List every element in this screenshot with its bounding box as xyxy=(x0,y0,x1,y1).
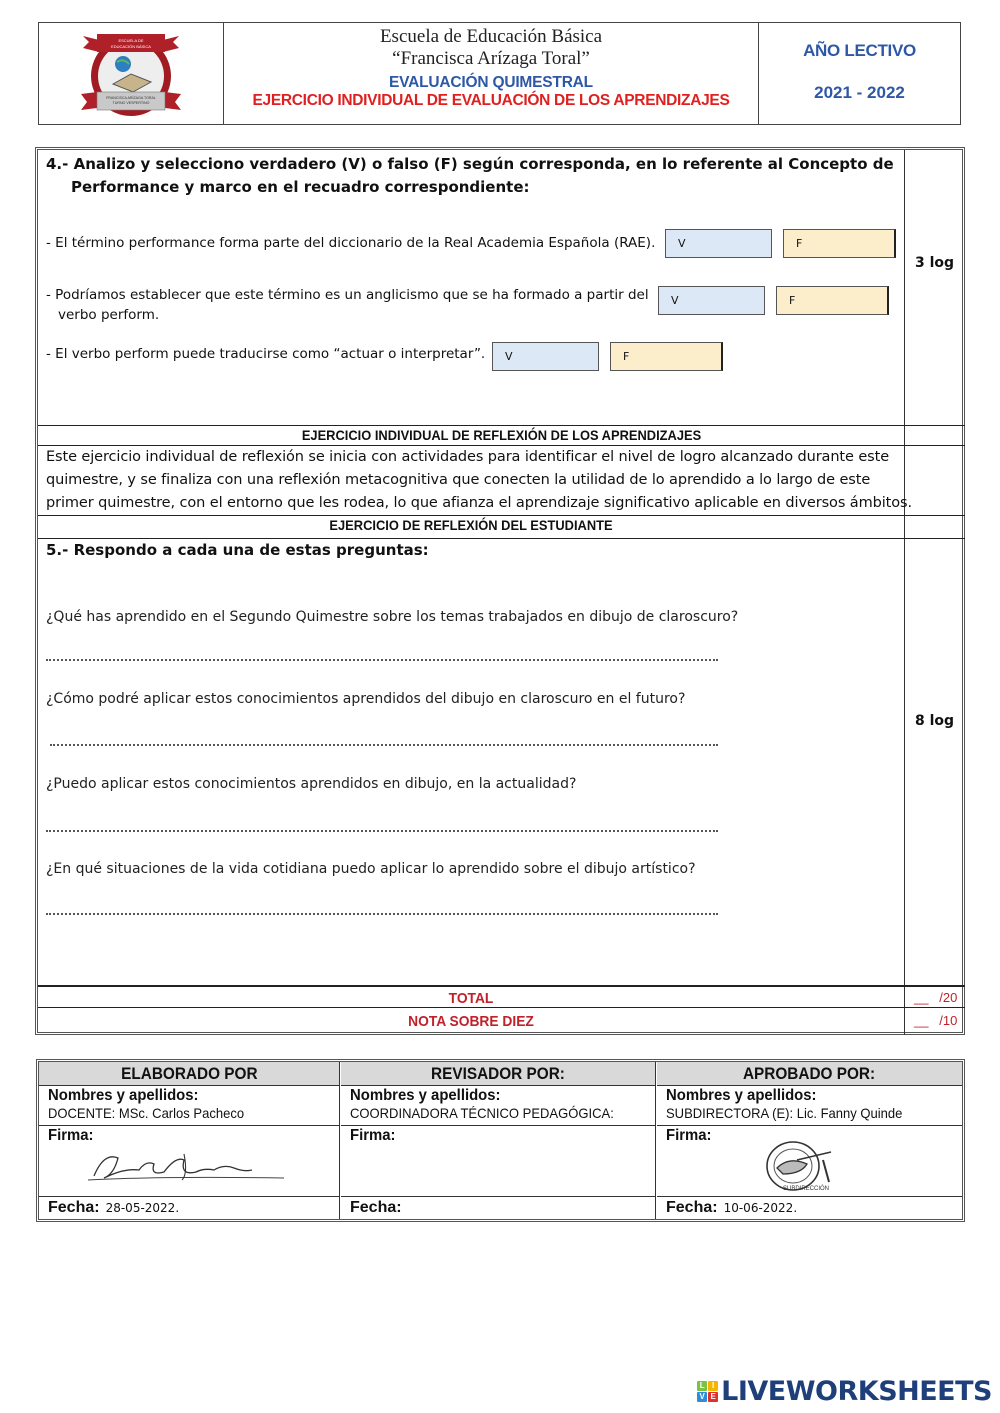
statement-2-false-box[interactable]: F xyxy=(776,286,889,315)
question5-item-2: ¿Cómo podré aplicar estos conocimientos aprendidos del dibujo en claroscuro en el futuro? xyxy=(46,691,686,707)
statement-1: - El término performance forma parte del diccionario de la Real Academia Española (RAE). xyxy=(46,235,656,251)
school-title-cell xyxy=(224,23,759,124)
divider xyxy=(38,538,965,539)
divider xyxy=(38,515,965,516)
question5-score: 8 log xyxy=(914,713,955,729)
signature-fecha-cell xyxy=(657,1197,962,1219)
signature-column-revisado xyxy=(341,1062,656,1219)
name-label: Nombres y apellidos: xyxy=(666,1087,817,1104)
signature-column-elaborado xyxy=(39,1062,340,1219)
document-header xyxy=(38,22,961,125)
signature-firma-cell xyxy=(657,1126,962,1197)
evaluation-title: EVALUACIÓN QUIMESTRAL xyxy=(389,74,593,91)
reflection-paragraph-line: primer quimestre, con el entorno que les rodea, lo que afianza el aprendizaje significativo aplicable en diversos ámbitos. xyxy=(46,495,912,511)
name-value: DOCENTE: MSc. Carlos Pacheco xyxy=(48,1105,245,1121)
question4-title-line1: 4.- Analizo y selecciono verdadero (V) o falso (F) según corresponda, en lo referente al Concepto de xyxy=(46,155,894,173)
total-value[interactable]: __ /20 xyxy=(914,990,958,1005)
signature-firma-cell xyxy=(341,1126,655,1197)
svg-text:FRANCISCA ARÍZAGA TORAL: FRANCISCA ARÍZAGA TORAL xyxy=(106,95,156,100)
answer-line-2[interactable] xyxy=(50,744,718,746)
fecha-label: Fecha: xyxy=(350,1199,402,1216)
question4-score: 3 log xyxy=(914,255,955,271)
firma-label: Firma: xyxy=(48,1127,94,1144)
liveworksheets-logo-icon: L I V E xyxy=(697,1381,718,1402)
answer-line-3[interactable] xyxy=(46,830,718,832)
signature-name-cell xyxy=(341,1086,655,1126)
fecha-value: 10-06-2022. xyxy=(723,1201,798,1215)
handwritten-signature-icon xyxy=(84,1146,294,1186)
signature-fecha-cell xyxy=(39,1197,339,1219)
answer-line-1[interactable] xyxy=(46,659,718,661)
exercise-table xyxy=(35,147,965,1035)
svg-text:SUBDIRECCIÓN: SUBDIRECCIÓN xyxy=(783,1186,830,1192)
school-name: Escuela de Educación Básica xyxy=(379,26,603,47)
school-logo-cell xyxy=(39,23,224,124)
name-value: SUBDIRECTORA (E): Lic. Fanny Quinde xyxy=(666,1105,903,1121)
school-crest-icon xyxy=(77,26,185,122)
school-year-cell xyxy=(759,23,960,124)
nota-sobre-diez-label: NOTA SOBRE DIEZ xyxy=(408,1013,534,1030)
school-year-label: AÑO LECTIVO xyxy=(803,41,916,60)
student-reflection-heading: EJERCICIO DE REFLEXIÓN DEL ESTUDIANTE xyxy=(329,517,613,533)
fecha-label: Fecha: xyxy=(666,1199,718,1216)
school-name-quoted: “Francisca Arízaga Toral” xyxy=(392,48,590,69)
statement-3: - El verbo perform puede traducirse como “actuar o interpretar”. xyxy=(46,346,486,362)
name-label: Nombres y apellidos: xyxy=(350,1087,501,1104)
svg-text:ESCUELA DE: ESCUELA DE xyxy=(118,37,144,43)
svg-text:EDUCACIÓN BÁSICA: EDUCACIÓN BÁSICA xyxy=(111,43,151,49)
nota-sobre-diez-value[interactable]: __ /10 xyxy=(914,1013,958,1028)
fecha-label: Fecha: xyxy=(48,1199,100,1216)
signature-heading: REVISADOR POR: xyxy=(341,1062,655,1086)
totals-column-divider xyxy=(904,987,905,1035)
signature-name-cell xyxy=(39,1086,339,1126)
reflection-paragraph xyxy=(46,446,961,515)
divider xyxy=(38,425,965,426)
reflection-heading: EJERCICIO INDIVIDUAL DE REFLEXIÓN DE LOS APRENDIZAJES xyxy=(301,427,702,443)
name-value: COORDINADORA TÉCNICO PEDAGÓGICA: xyxy=(350,1105,614,1121)
answer-line-4[interactable] xyxy=(46,913,718,915)
name-label: Nombres y apellidos: xyxy=(48,1087,199,1104)
statement-2-line2: verbo perform. xyxy=(58,307,160,323)
signature-column-aprobado xyxy=(657,1062,962,1219)
official-stamp-icon xyxy=(753,1138,851,1194)
fecha-value: 28-05-2022. xyxy=(105,1201,180,1215)
question5-item-3: ¿Puedo aplicar estos conocimientos aprendidos en dibujo, en la actualidad? xyxy=(46,776,577,792)
question4-title xyxy=(46,153,896,199)
statement-3-false-box[interactable]: F xyxy=(610,342,723,371)
score-column-divider xyxy=(904,150,905,988)
total-label: TOTAL xyxy=(448,990,494,1007)
liveworksheets-wordmark: LIVEWORKSHEETS xyxy=(721,1376,992,1407)
reflection-paragraph-line: quimestre, y se finaliza con una reflexión metacognitiva que conecten la utilidad de lo aprendido a lo largo de este xyxy=(46,472,871,488)
statement-3-true-box[interactable]: V xyxy=(492,342,599,371)
firma-label: Firma: xyxy=(350,1127,396,1144)
signature-table xyxy=(36,1059,965,1222)
school-year-value: 2021 - 2022 xyxy=(814,83,905,102)
signature-heading: ELABORADO POR xyxy=(39,1062,339,1086)
question5-item-4: ¿En qué situaciones de la vida cotidiana puedo aplicar lo aprendido sobre el dibujo artístico? xyxy=(46,861,696,877)
signature-heading: APROBADO POR: xyxy=(657,1062,962,1086)
reflection-paragraph-line: Este ejercicio individual de reflexión se inicia con actividades para identificar el nivel de logro alcanzado durante este xyxy=(46,449,890,465)
svg-text:TURNO VESPERTINO: TURNO VESPERTINO xyxy=(112,100,150,105)
question5-title: 5.- Respondo a cada una de estas preguntas: xyxy=(46,541,429,559)
liveworksheets-brand[interactable] xyxy=(697,1376,992,1407)
signature-fecha-cell xyxy=(341,1197,655,1219)
statement-1-true-box[interactable]: V xyxy=(665,229,772,258)
signature-firma-cell xyxy=(39,1126,339,1197)
statement-2 xyxy=(46,285,649,325)
firma-label: Firma: xyxy=(666,1127,712,1144)
statement-1-false-box[interactable]: F xyxy=(783,229,896,258)
statement-2-true-box[interactable]: V xyxy=(658,286,765,315)
divider xyxy=(38,985,965,987)
signature-name-cell xyxy=(657,1086,962,1126)
evaluation-subtitle: EJERCICIO INDIVIDUAL DE EVALUACIÓN DE LOS APRENDIZAJES xyxy=(252,92,730,109)
question5-item-1: ¿Qué has aprendido en el Segundo Quimestre sobre los temas trabajados en dibujo de claroscuro? xyxy=(46,609,739,625)
statement-2-line1: - Podríamos establecer que este término es un anglicismo que se ha formado a partir del xyxy=(46,287,649,303)
divider xyxy=(38,1007,965,1008)
question4-title-line2: Performance y marco en el recuadro correspondiente: xyxy=(71,178,530,196)
